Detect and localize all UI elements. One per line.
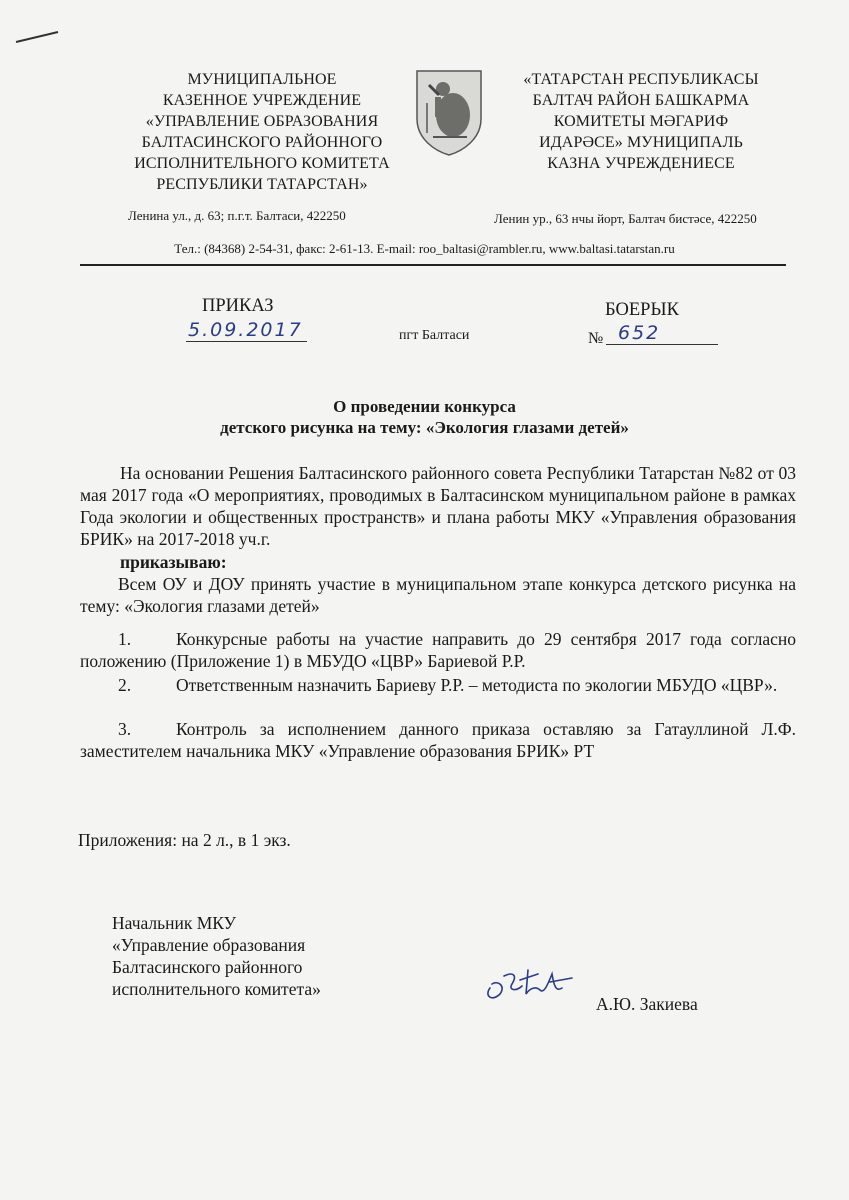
item-number: 1.: [118, 629, 132, 649]
title-line-1: О проведении конкурса: [333, 397, 516, 416]
order-number-prefix: №: [588, 330, 604, 347]
all-schools-paragraph: [80, 573, 796, 617]
all-schools-text: Всем ОУ и ДОУ принять участие в муниципальном этапе конкурса детского рисунка на тему: «Экология глазами детей»: [80, 574, 796, 616]
header-left: [114, 69, 410, 195]
item-number: 3.: [118, 719, 132, 739]
header-right: [495, 69, 787, 174]
header-left-line: БАЛТАСИНСКОГО РАЙОННОГО: [141, 134, 383, 151]
header-right-line: БАЛТАЧ РАЙОН БАШКАРМА: [532, 92, 750, 109]
position-line: исполнительного комитета»: [112, 979, 321, 999]
attachments-note: Приложения: на 2 л., в 1 экз.: [78, 830, 291, 850]
address-right: Ленин ур., 63 нчы йорт, Балтач бистәсе, 422250: [494, 211, 757, 226]
header-left-line: ИСПОЛНИТЕЛЬНОГО КОМИТЕТА: [134, 155, 390, 172]
order-place: пгт Балтаси: [399, 328, 470, 343]
contacts-line: Тел.: (84368) 2-54-31, факс: 2-61-13. E-mail: roo_baltasi@rambler.ru, www.baltasi.tatarstan.ru: [174, 241, 675, 256]
item-text: Конкурсные работы на участие направить до 29 сентября 2017 года согласно положению (Приложение 1) в МБУДО «ЦВР» Бариевой Р.Р.: [80, 629, 796, 671]
order-label-tt: БОЕРЫК: [605, 300, 679, 320]
order-number: 652: [606, 322, 718, 345]
item-text: Контроль за исполнением данного приказа оставляю за Гатауллиной Л.Ф. заместителем начальника МКУ «Управление образования БРИК» РТ: [80, 719, 796, 761]
order-item: [80, 718, 796, 762]
signatory-position: [112, 912, 321, 1000]
position-line: Балтасинского районного: [112, 957, 303, 977]
document-title: [0, 396, 849, 438]
order-date: 5.09.2017: [186, 319, 307, 342]
order-item: [80, 674, 796, 696]
order-item: [80, 628, 796, 672]
header-right-line: «ТАТАРСТАН РЕСПУБЛИКАСЫ: [523, 71, 759, 88]
header-divider: [80, 264, 786, 266]
address-left: Ленина ул., д. 63; п.г.т. Балтаси, 422250: [128, 208, 346, 223]
position-line: Начальник МКУ: [112, 913, 237, 933]
header-right-line: КОМИТЕТЫ МӘГАРИФ: [553, 113, 729, 130]
coat-of-arms-emblem: [413, 67, 485, 157]
signatory-name: А.Ю. Закиева: [596, 994, 698, 1014]
handwritten-signature: [482, 960, 582, 1006]
title-line-2: детского рисунка на тему: «Экология глазами детей»: [220, 418, 629, 437]
corner-scribble: [14, 28, 62, 48]
order-word: приказываю:: [120, 552, 227, 572]
intro-paragraph: На основании Решения Балтасинского районного совета Республики Татарстан №82 от 03 мая 2017 года «О мероприятиях, проводимых в Балтасинском муниципальном районе в рамках Года экологии и общественных пространств» и плана работы МКУ «Управления образования БРИК» на 2017-2018 уч.г.: [80, 463, 796, 549]
header-right-line: ИДАРӘСЕ» МУНИЦИПАЛЬ: [539, 134, 743, 151]
header-right-line: КАЗНА УЧРЕЖДЕНИЕСЕ: [547, 155, 735, 172]
order-label-ru: ПРИКАЗ: [202, 296, 274, 316]
item-text: Ответственным назначить Бариеву Р.Р. – методиста по экологии МБУДО «ЦВР».: [176, 675, 778, 695]
header-left-line: КАЗЕННОЕ УЧРЕЖДЕНИЕ: [162, 92, 362, 109]
position-line: «Управление образования: [112, 935, 306, 955]
header-left-line: МУНИЦИПАЛЬНОЕ: [187, 71, 337, 88]
header-left-line: РЕСПУБЛИКИ ТАТАРСТАН»: [156, 176, 368, 193]
header-left-line: «УПРАВЛЕНИЕ ОБРАЗОВАНИЯ: [145, 113, 379, 130]
item-number: 2.: [118, 675, 132, 695]
